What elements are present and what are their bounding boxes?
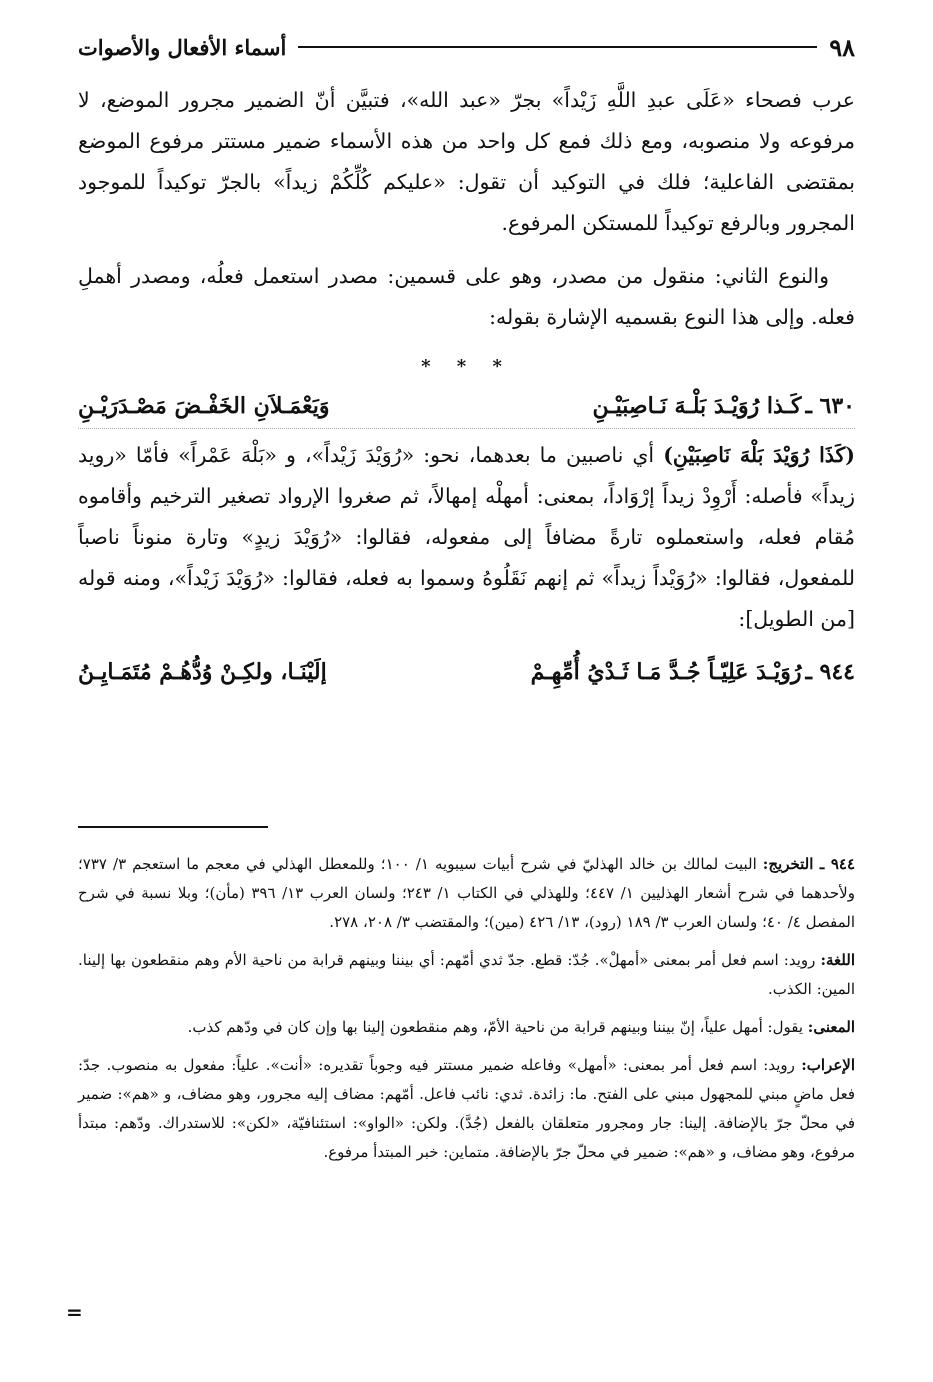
footnote-text: البيت لمالك بن خالد الهذليّ في شرح أبيات سيبويه ١/ ١٠٠؛ وللمعطل الهذلي في معجم ما استعجم ٣/ ٧٣٧؛ ولأحدهما في شرح أشعار الهذليين ١/ ٤٤٧؛ وللهذلي في الكتاب ١/ ٢٤٣؛ ولسان العرب ١٣/ ٣٩٦ (مأن)؛ وبلا نسبة في شرح المفصل ٤/ ٤٠؛ ولسان العرب ٣/ ١٨٩ (رود)، ١٣/ ٤٢٦ (مين)؛ والمقتضب ٣/ ٢٠٨، ٢٧٨. <box>78 855 855 931</box>
page-header <box>78 30 855 64</box>
paragraph-1: عرب فصحاء «عَلَى عبدِ اللَّهِ زَيْداً» بجرّ «عبد الله»، فتبيَّن أنّ الضمير مجرور الموضع، لا مرفوعه ولا منصوبه، ومع ذلك فمع كل واحد من هذه الأسماء ضمير مستتر مرفوع الموضع بمقتضى الفاعلية؛ فلك في التوكيد أن تقول: «عليكم كُلِّكُمْ زيداً» بالجرّ توكيداً للموجود المجرور وبالرفع توكيداً للمستكن المرفوع. <box>78 88 855 235</box>
verse-hemistich-first: رُوَيْـدَ عَلِيّـاً جُـدَّ مَـا ثَـدْيُ أُمِّهِـمْ <box>530 659 802 685</box>
footnote-lugha <box>78 946 855 1004</box>
footnote-divider <box>78 826 268 828</box>
footnote-mana <box>78 1013 855 1042</box>
running-title: أسماء الأفعال والأصوات <box>78 34 287 60</box>
verse-hemistich-first: كَـذا رُوَيْـدَ بَلْـهَ نَـاصِبَيْـنِ <box>592 393 802 419</box>
footnote-label: اللغة: <box>820 951 855 969</box>
verse-number: ٦٣٠ ـ <box>805 393 855 419</box>
footnote-irab <box>78 1051 855 1167</box>
footnote-label: ٩٤٤ ـ التخريج: <box>762 855 855 873</box>
footnote-text: رويد: اسم فعل أمر بمعنى: «أمهل» وفاعله ضمير مستتر فيه وجوباً تقديره: «أنت». علياً: مفعول به منصوب. جدّ: فعل ماضٍ مبني للمجهول مبني على الفتح. ما: زائدة. ثدي: نائب فاعل. أمّهم: مضاف إليه مجرور، وهو مضاف، و «هم»: ضمير في محلّ جرّ بالإضافة. إلينا: جار ومجرور متعلقان بالفعل (جُدَّ). ولكن: «الواو»: استئنافيّة، «لكن»: للاستدراك. ودّهم: مبتدأ مرفوع، وهو مضاف، و «هم»: ضمير في محلّ جرّ بالإضافة. متماين: خبر المبتدأ مرفوع. <box>78 1056 855 1161</box>
commentary-text: أي ناصبين ما بعدهما، نحو: «رُوَيْدَ زَيْداً»، و «بَلْهَ عَمْراً» فأمّا «رويد زيداً» فأصله: أَرْوِدْ زيداً إرْوَاداً، بمعنى: أمهلْه إمهالاً، ثم صغروا الإرواد تصغير الترخيم وأقاموه مُقام فعله، واستعملوه تارةً مضافاً إلى مفعوله، فقالوا: «رُوَيْدَ زيدٍ» وتارة منوناً ناصباً للمفعول، فقالوا: «رُوَيْداً زيداً» ثم إنهم نَقَلُوهُ وسموا به فعله، فقالوا: «رُوَيْدَ زَيْداً»، ومنه قوله [من الطويل]: <box>78 443 855 631</box>
verse-number: ٩٤٤ ـ <box>805 659 855 685</box>
footnote-label: المعنى: <box>807 1018 855 1036</box>
verse-hemistich-second: إلَيْنَـا، ولكِـنْ وُدُّهُـمْ مُتَمَـايِـنُ <box>78 659 327 685</box>
footnote-text: يقول: أمهل علياً، إنّ بيننا وبينهم قرابة من ناحية الأمّ، وهم منقطعون إلينا بها وإن كان في ودّهم كذب. <box>187 1018 808 1036</box>
header-rule <box>298 46 817 48</box>
footnote-label: الإعراب: <box>801 1056 855 1074</box>
footnote-takhrij <box>78 850 855 937</box>
commentary-paragraph <box>78 435 855 640</box>
continues-mark: = <box>66 1300 83 1324</box>
footnotes <box>78 850 855 1176</box>
verse-hemistich-second: وَيَعْمَـلاَنِ الخَفْـضَ مَصْـدَرَيْـنِ <box>78 393 330 419</box>
main-text <box>78 80 855 694</box>
section-separator: * * * <box>421 356 512 377</box>
footnote-text: رويد: اسم فعل أمر بمعنى «أمهلْ». جُدّ: قطع. جدّ ثدي أمّهم: أي بيننا وبينهم قرابة من ناحية الأم وهم منقطعون بها إلينا. المين: الكذب. <box>78 951 855 998</box>
verse-944 <box>78 650 855 694</box>
verse-630 <box>78 384 855 429</box>
page-number: ٩٨ <box>829 32 855 62</box>
paragraph-2: والنوع الثاني: منقول من مصدر، وهو على قسمين: مصدر استعمل فعلُه، ومصدر أهملِ فعله. وإلى هذا النوع بقسميه الإشارة بقوله: <box>78 264 855 329</box>
commentary-lead: (كَذَا رُوَيْدَ بَلْهَ نَاصِبَيْنِ) <box>663 443 855 467</box>
